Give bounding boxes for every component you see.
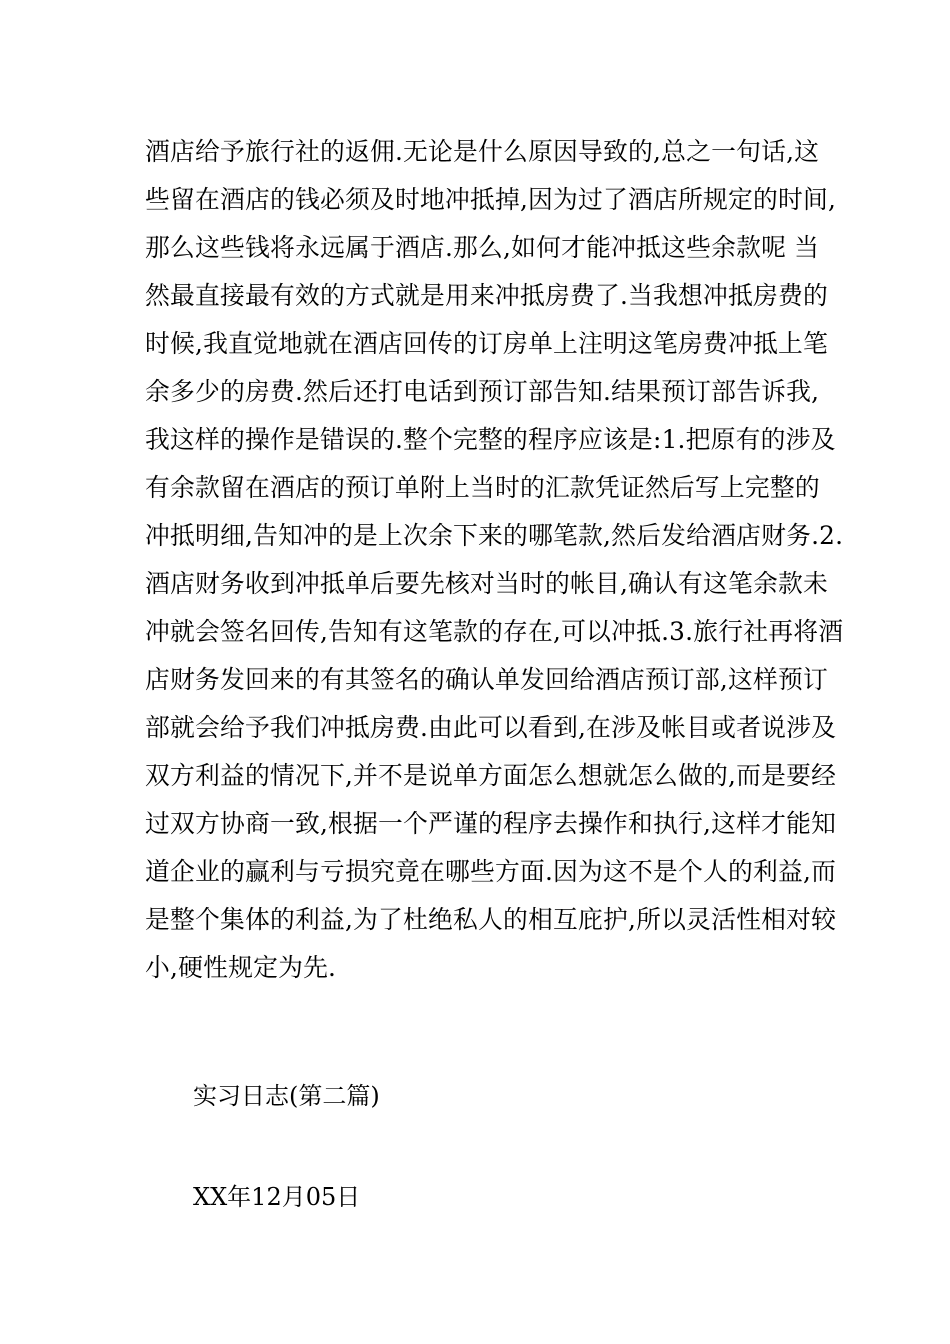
- body-paragraph: [145, 128, 844, 992]
- entry-date: XX年12月05日: [193, 1183, 361, 1211]
- paragraph-line: 店财务发回来的有其签名的确认单发回给酒店预订部,这样预订: [145, 665, 829, 694]
- paragraph-line: 酒店财务收到冲抵单后要先核对当时的帐目,确认有这笔余款未: [145, 569, 829, 598]
- paragraph-line: 余多少的房费.然后还打电话到预订部告知.结果预订部告诉我,: [145, 377, 820, 406]
- paragraph-line: 冲抵明细,告知冲的是上次余下来的哪笔款,然后发给酒店财务.2.: [145, 521, 844, 550]
- paragraph-line: 酒店给予旅行社的返佣.无论是什么原因导致的,总之一句话,这: [145, 137, 820, 166]
- paragraph-line: 有余款留在酒店的预订单附上当时的汇款凭证然后写上完整的: [145, 473, 820, 502]
- paragraph-line: 那么这些钱将永远属于酒店.那么,如何才能冲抵这些余款呢 当: [145, 233, 820, 262]
- paragraph-line: 些留在酒店的钱必须及时地冲抵掉,因为过了酒店所规定的时间,: [145, 185, 837, 214]
- section-title: 实习日志(第二篇): [193, 1082, 380, 1110]
- paragraph-line: 小,硬性规定为先.: [145, 953, 337, 982]
- paragraph-line: 冲就会签名回传,告知有这笔款的存在,可以冲抵.3.旅行社再将酒: [145, 617, 844, 646]
- paragraph-line: 道企业的赢利与亏损究竟在哪些方面.因为这不是个人的利益,而: [145, 857, 837, 886]
- paragraph-line: 是整个集体的利益,为了杜绝私人的相互庇护,所以灵活性相对较: [145, 905, 837, 934]
- paragraph-line: 部就会给予我们冲抵房费.由此可以看到,在涉及帐目或者说涉及: [145, 713, 837, 742]
- paragraph-line: 过双方协商一致,根据一个严谨的程序去操作和执行,这样才能知: [145, 809, 837, 838]
- paragraph-line: 我这样的操作是错误的.整个完整的程序应该是:1.把原有的涉及: [145, 425, 836, 454]
- paragraph-line: 时候,我直觉地就在酒店回传的订房单上注明这笔房费冲抵上笔: [145, 329, 829, 358]
- paragraph-line: 然最直接最有效的方式就是用来冲抵房费了.当我想冲抵房费的: [145, 281, 829, 310]
- paragraph-line: 双方利益的情况下,并不是说单方面怎么想就怎么做的,而是要经: [145, 761, 837, 790]
